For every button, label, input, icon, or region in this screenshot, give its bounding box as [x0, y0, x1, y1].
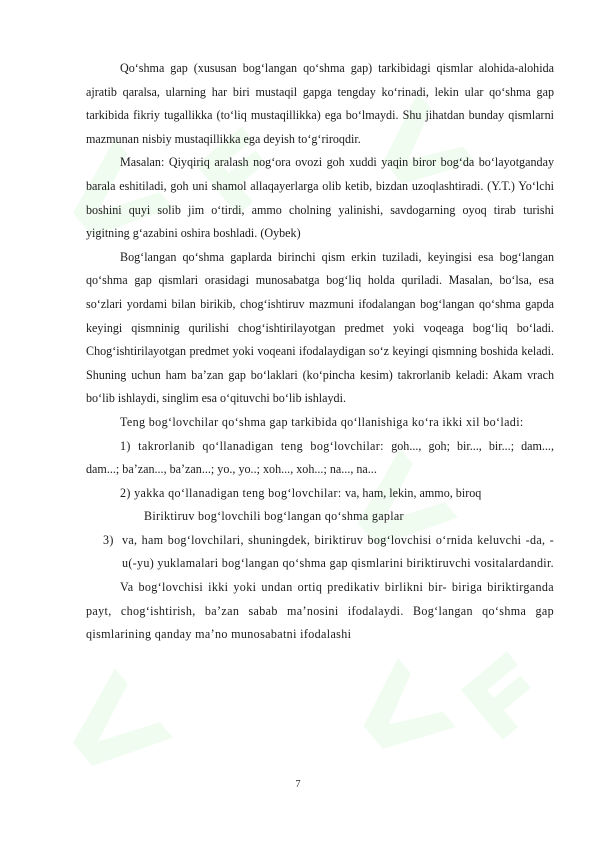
paragraph-intro: Qo‘shma gap (xususan bog‘langan qo‘shma gap) tarkibidagi qismlar alohida-alohida ajratib qaralsa, ularning har biri mustaqil gapga tengday ko‘rinadi, lekin ular qo‘shma gap tarkibida fikriy tugallikka (to‘liq mustaqillikka) ega bo‘lmaydi. Shu jihatdan bunday qismlarni mazmunan nisbiy mustaqillikka ega deyish to‘g‘riroqdir. [86, 61, 554, 146]
body-text [86, 57, 554, 647]
paragraph-va-conjunction: Va bog‘lovchisi ikki yoki undan ortiq predikativ birlikni bir- biriga biriktirganda payt, chog‘ishtirish, ba’zan sabab ma’nosini ifodalaydi. Bog‘langan qo‘shma gap qismlarining qanday ma’no munosabatni ifodalashi [86, 580, 554, 642]
list-item-2-label: 2) yakka qo‘llanadigan teng bog‘lovchilar: [120, 485, 345, 500]
section-heading: Biriktiruv bog‘lovchili bog‘langan qo‘shma gaplar [144, 509, 404, 524]
paragraph-structure: Bog‘langan qo‘shma gaplarda birinchi qism erkin tuziladi, keyingisi esa bog‘langan qo‘shma gap qismlari orasidagi munosabatga bog‘liq holda quriladi. Masalan, bo‘lsa, esa so‘zlari yordami bilan birikib, chog‘ishtiruv mazmuni ifodalangan bog‘langan qo‘shma gapda keyingi qismninig qurilishi chog‘ishtirilayotgan predmet yoki voqeaga bog‘liq bo‘ladi. Chog‘ishtirilayotgan predmet yoki voqeani ifodalaydigan so‘z keyingi qismning boshida keladi. Shuning uchun ham ba’zan gap bo‘laklari (ko‘pincha kesim) takrorlanib keladi: Akam vrach bo‘lib ishlaydi, singlim esa o‘qituvchi bo‘lib ishlaydi. [86, 249, 554, 406]
paragraph-example: Masalan: Qiyqiriq aralash nog‘ora ovozi goh xuddi yaqin biror bog‘da bo‘layotganday barala eshitiladi, goh uni shamol allaqayerlarga olib ketib, bizdan uzoqlashtiradi. (Y.T.) Yo‘lchi boshini quyi solib jim o‘tirdi, ammo cholning yalinishi, savdogarning oyoq tirab turishi yigitning g‘azabini oshira boshladi. (Oybek) [86, 155, 554, 241]
paragraph-conjunction-types: Teng bog‘lovchilar qo‘shma gap tarkibida qo‘llanishiga ko‘ra ikki xil bo‘ladi: [120, 414, 524, 429]
page-number: 7 [295, 779, 301, 790]
list-item-1 [86, 435, 554, 482]
list-item-2 [86, 482, 554, 506]
list-item-3 [86, 529, 554, 576]
list-item-2-examples: va, ham, lekin, ammo, biroq [344, 485, 482, 500]
list-item-1-examples: goh..., goh; bir..., bir...; dam..., dam...; ba’zan..., ba’zan...; yo., yo..; xoh..., xoh...; na..., na... [86, 438, 554, 477]
list-item-3-text: va, ham bog‘lovchilari, shuningdek, biriktiruv bog‘lovchisi o‘rnida keluvchi -da, -u(-yu) yuklamalari bog‘langan qo‘shma gap qismlarini biriktiruvchi vositalardandir. [122, 532, 554, 571]
list-item-3-number: 3) [103, 532, 114, 547]
list-item-1-label: 1) takrorlanib qo‘llanadigan teng bog‘lovchilar: [120, 438, 392, 453]
